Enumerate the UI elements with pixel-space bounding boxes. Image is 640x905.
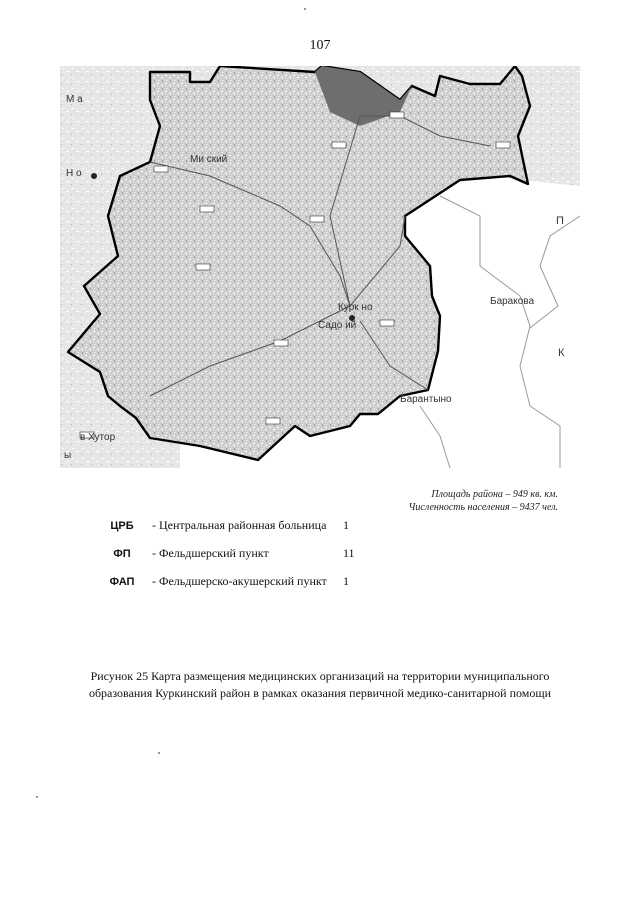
label-barantyno: Барантыно: [400, 394, 452, 405]
settlement-marker: [154, 166, 168, 172]
label-barakovka: Баракова: [490, 296, 535, 307]
legend-row-crb: [100, 516, 430, 544]
page-number: 107: [309, 38, 331, 53]
legend-count: 1: [343, 518, 349, 532]
caption-line: образования Куркинский район в рамках оказания первичной медико-санитарной помощи: [88, 686, 552, 700]
caption-line: Рисунок 25 Карта размещения медицинских организаций на территории муниципального: [90, 669, 550, 683]
label-sadovsky: Садо ий: [318, 320, 357, 331]
legend-abbr: ФП: [113, 548, 131, 560]
settlement-marker: [266, 418, 280, 424]
label-kurkino: Курк но: [338, 302, 373, 313]
river: [530, 216, 580, 328]
scan-speck: [304, 8, 306, 10]
label-khutor: в Хутор: [80, 432, 116, 443]
river: [440, 196, 560, 468]
figure-caption: [60, 668, 580, 702]
settlement-marker: [332, 142, 346, 148]
area-stat: Площадь района – 949 кв. км.: [431, 489, 558, 500]
settlement-marker: [496, 142, 510, 148]
legend-desc: - Фельдшерский пункт: [152, 546, 269, 560]
settlement-marker: [310, 216, 324, 222]
settlement-marker: [380, 320, 394, 326]
district-stats: [362, 488, 558, 514]
legend-row-fap: [100, 572, 430, 600]
river: [420, 406, 450, 468]
settlement-marker: [390, 112, 404, 118]
legend-desc: - Центральная районная больница: [152, 518, 327, 532]
population-stat: Численность населения – 9437 чел.: [408, 502, 558, 513]
label-khutor-prefix: ы: [64, 450, 72, 461]
label-left-town: Н о: [66, 168, 82, 179]
scan-speck: [36, 796, 38, 798]
label-right-p: П: [556, 215, 564, 227]
scan-speck: [158, 752, 160, 754]
legend-count: 1: [343, 574, 349, 588]
legend-abbr: ЦРБ: [110, 520, 134, 532]
legend-desc: - Фельдшерско-акушерский пункт: [152, 574, 327, 588]
label-top-left: М а: [66, 94, 83, 105]
label-mihailovsky: Ми ский: [190, 154, 228, 165]
district-map-svg: [60, 66, 580, 468]
legend-abbr: ФАП: [109, 576, 135, 588]
district-map: [60, 66, 580, 468]
legend: [100, 516, 430, 600]
legend-row-fp: [100, 544, 430, 572]
legend-count: 11: [343, 546, 355, 560]
settlement-marker: [196, 264, 210, 270]
settlement-marker: [200, 206, 214, 212]
label-right-k: К: [558, 347, 565, 359]
settlement-marker: [274, 340, 288, 346]
town-marker: [91, 173, 97, 179]
